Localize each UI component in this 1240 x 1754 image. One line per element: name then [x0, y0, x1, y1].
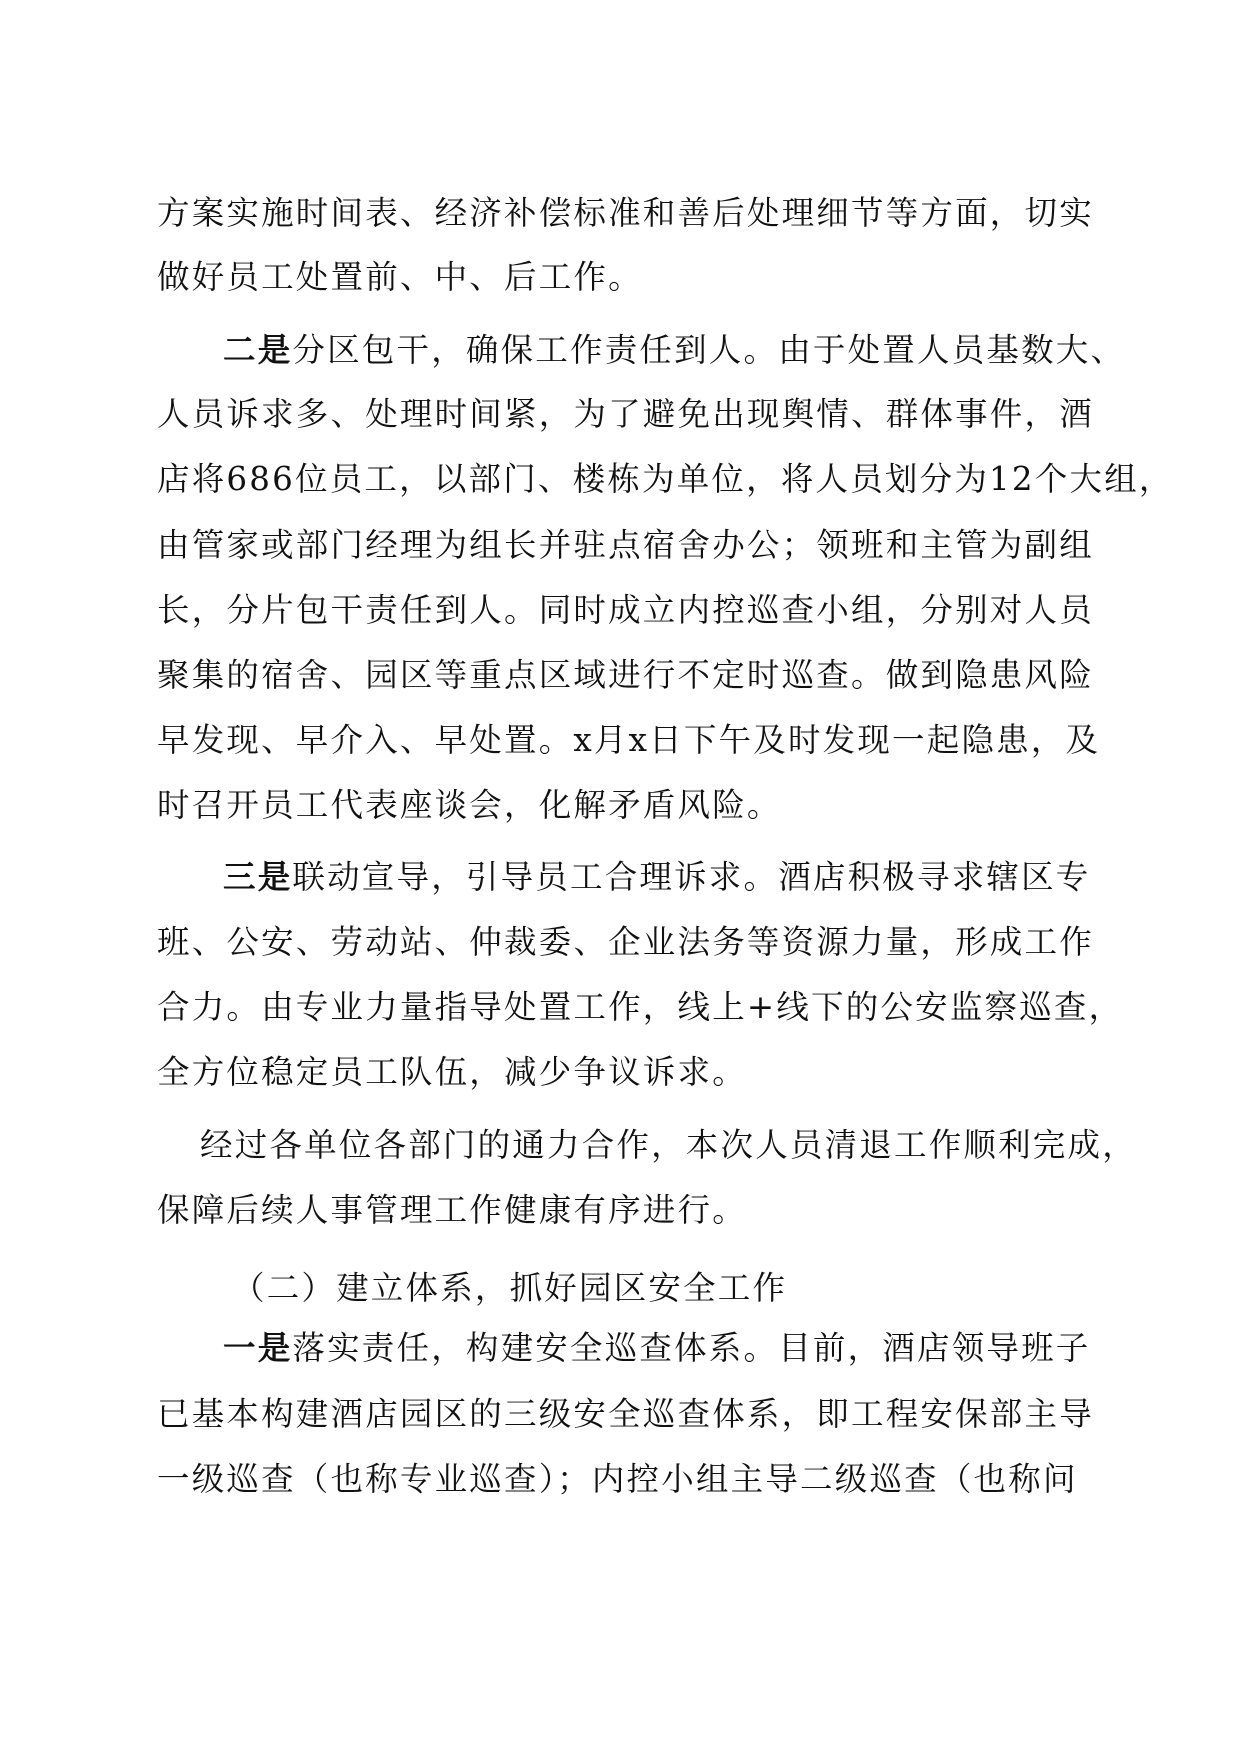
lead-label-second: 二是: [223, 331, 293, 369]
paragraph-line: [157, 394, 1094, 434]
lead-label-third: 三是: [223, 858, 293, 896]
line-text: 全方位稳定员工队伍，减少争议诉求。: [157, 1053, 747, 1091]
paragraph-line: [200, 1125, 1137, 1165]
line-text: 分区包干，确保工作责任到人。由于处置人员基数大、: [292, 331, 1126, 369]
line-text: 一级巡查（也称专业巡查）；内控小组主导二级巡查（也称问: [157, 1460, 1078, 1498]
line-text: 做好员工处置前、中、后工作。: [157, 258, 643, 296]
paragraph-line: [157, 257, 643, 297]
paragraph-line: [157, 525, 1094, 565]
paragraph-line: [223, 857, 1091, 897]
paragraph-line: [157, 785, 782, 825]
line-text: 联动宣导，引导员工合理诉求。酒店积极寻求辖区专: [292, 858, 1091, 896]
paragraph-line: [157, 987, 1123, 1027]
paragraph-line: [223, 330, 1125, 370]
paragraph-line: [157, 1459, 1078, 1499]
line-text: 店将686位员工，以部门、楼栋为单位，将人员划分为12个大组，: [157, 460, 1174, 498]
line-text: 落实责任，构建安全巡查体系。目前，酒店领导班子: [292, 1329, 1091, 1367]
line-text: 人员诉求多、处理时间紧，为了避免出现舆情、群体事件，酒: [157, 395, 1094, 433]
line-text: 长，分片包干责任到人。同时成立内控巡查小组，分别对人员: [157, 591, 1094, 629]
paragraph-line: [157, 459, 1174, 499]
paragraph-line: [157, 1190, 747, 1230]
line-text: 经过各单位各部门的通力合作，本次人员清退工作顺利完成，: [200, 1126, 1137, 1164]
heading-text: （二）建立体系，抓好园区安全工作: [232, 1269, 788, 1307]
paragraph-line: [157, 922, 1094, 962]
line-text: 保障后续人事管理工作健康有序进行。: [157, 1191, 747, 1229]
paragraph-line: [157, 655, 1094, 695]
line-text: 已基本构建酒店园区的三级安全巡查体系，即工程安保部主导: [157, 1395, 1094, 1433]
line-text: 合力。由专业力量指导处置工作，线上+线下的公安监察巡查，: [157, 988, 1124, 1026]
paragraph-line: [157, 590, 1094, 630]
paragraph-line: [223, 1328, 1091, 1368]
paragraph-line: [157, 720, 1100, 760]
section-heading: [232, 1268, 787, 1308]
lead-label-first: 一是: [223, 1329, 293, 1367]
line-text: 早发现、早介入、早处置。x月x日下午及时发现一起隐患，及: [157, 721, 1101, 759]
line-text: 方案实施时间表、经济补偿标准和善后处理细节等方面，切实: [157, 194, 1094, 232]
paragraph-line: [157, 1394, 1094, 1434]
paragraph-line: [157, 1052, 747, 1092]
line-text: 由管家或部门经理为组长并驻点宿舍办公；领班和主管为副组: [157, 526, 1094, 564]
line-text: 聚集的宿舍、园区等重点区域进行不定时巡查。做到隐患风险: [157, 656, 1094, 694]
paragraph-line: [157, 193, 1094, 233]
line-text: 班、公安、劳动站、仲裁委、企业法务等资源力量，形成工作: [157, 923, 1094, 961]
line-text: 时召开员工代表座谈会，化解矛盾风险。: [157, 786, 782, 824]
